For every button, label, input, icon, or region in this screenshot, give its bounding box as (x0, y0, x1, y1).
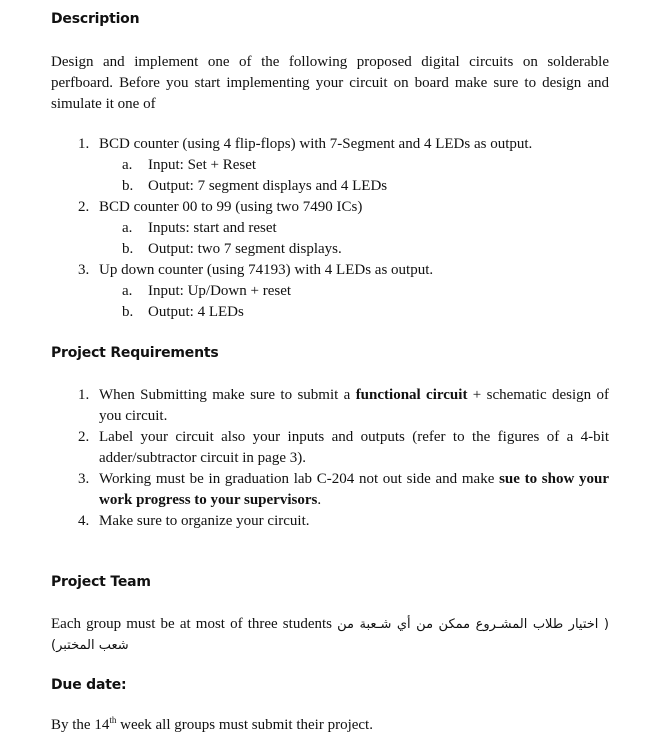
sub-item-text: Output: two 7 segment displays. (148, 241, 342, 257)
option-number: 3. (78, 262, 90, 278)
requirement-emphasis: functional circuit (355, 387, 468, 403)
circuit-options-list (51, 134, 611, 323)
sub-item (99, 281, 611, 302)
requirement-text-tail: + schematic design of you circuit. (99, 387, 609, 424)
sub-item-letter: a. (122, 157, 133, 173)
option-sublist (99, 155, 611, 197)
requirement-text: Label your circuit also your inputs and outputs (refer to the figures of a 4-bit adder/subtractor circuit in page 3). (99, 429, 609, 466)
option-text: Up down counter (using 74193) with 4 LEDs as output. (99, 262, 434, 278)
requirement-number: 1. (78, 387, 90, 403)
option-number: 2. (78, 199, 90, 215)
sub-item (99, 218, 611, 239)
due-date-prefix: By the 14 (51, 717, 110, 733)
sub-item-text: Output: 4 LEDs (148, 304, 244, 320)
description-intro: Design and implement one of the following proposed digital circuits on solderable perfboard. Before you start implementing your circuit on board make sure to design and simulate it one of (51, 54, 609, 112)
due-date-ordinal: th (109, 715, 117, 725)
sub-item-text: Output: 7 segment displays and 4 LEDs (148, 178, 388, 194)
description-heading: Description (51, 11, 140, 27)
due-date-heading: Due date: (51, 677, 127, 693)
requirements-heading: Project Requirements (51, 345, 219, 361)
requirement-text: Make sure to organize your circuit. (99, 513, 310, 529)
sub-item-text: Input: Set + Reset (148, 157, 257, 173)
sub-item (99, 155, 611, 176)
requirement-number: 2. (78, 429, 90, 445)
requirement-emphasis: sue to show your work progress to your supervisors (99, 471, 609, 508)
requirement-text: Working must be in graduation lab C-204 not out side and make (99, 471, 500, 487)
requirement-item (51, 385, 609, 427)
sub-item-letter: a. (122, 283, 133, 299)
option-item (51, 260, 611, 323)
requirement-number: 3. (78, 471, 90, 487)
sub-item-letter: b. (122, 304, 134, 320)
team-text (51, 614, 609, 656)
option-text: BCD counter (using 4 flip-flops) with 7-Segment and 4 LEDs as output. (99, 136, 533, 152)
due-date-suffix: week all groups must submit their project. (116, 717, 373, 733)
option-sublist (99, 218, 611, 260)
option-text: BCD counter 00 to 99 (using two 7490 ICs) (99, 199, 363, 215)
option-sublist (99, 281, 611, 323)
requirement-item (51, 427, 609, 469)
option-number: 1. (78, 136, 90, 152)
option-item (51, 134, 611, 197)
sub-item-letter: a. (122, 220, 133, 236)
requirement-item (51, 469, 609, 511)
sub-item-letter: b. (122, 241, 134, 257)
requirement-number: 4. (78, 513, 90, 529)
sub-item (99, 302, 611, 323)
requirement-text-tail: . (317, 492, 322, 508)
due-date-text (51, 715, 609, 736)
requirements-list (51, 385, 609, 532)
requirement-text: When Submitting make sure to submit a (99, 387, 356, 403)
sub-item-text: Input: Up/Down + reset (148, 283, 292, 299)
requirement-item (51, 511, 609, 532)
team-heading: Project Team (51, 574, 151, 590)
team-arabic-text: ( اختيار طلاب المشـروع ممكن من أي شـعبة من شعب المختبر) (51, 617, 609, 653)
sub-item (99, 176, 611, 197)
sub-item-letter: b. (122, 178, 134, 194)
sub-item (99, 239, 611, 260)
sub-item-text: Inputs: start and reset (148, 220, 277, 236)
team-english-text: Each group must be at most of three students (51, 616, 332, 632)
option-item (51, 197, 611, 260)
